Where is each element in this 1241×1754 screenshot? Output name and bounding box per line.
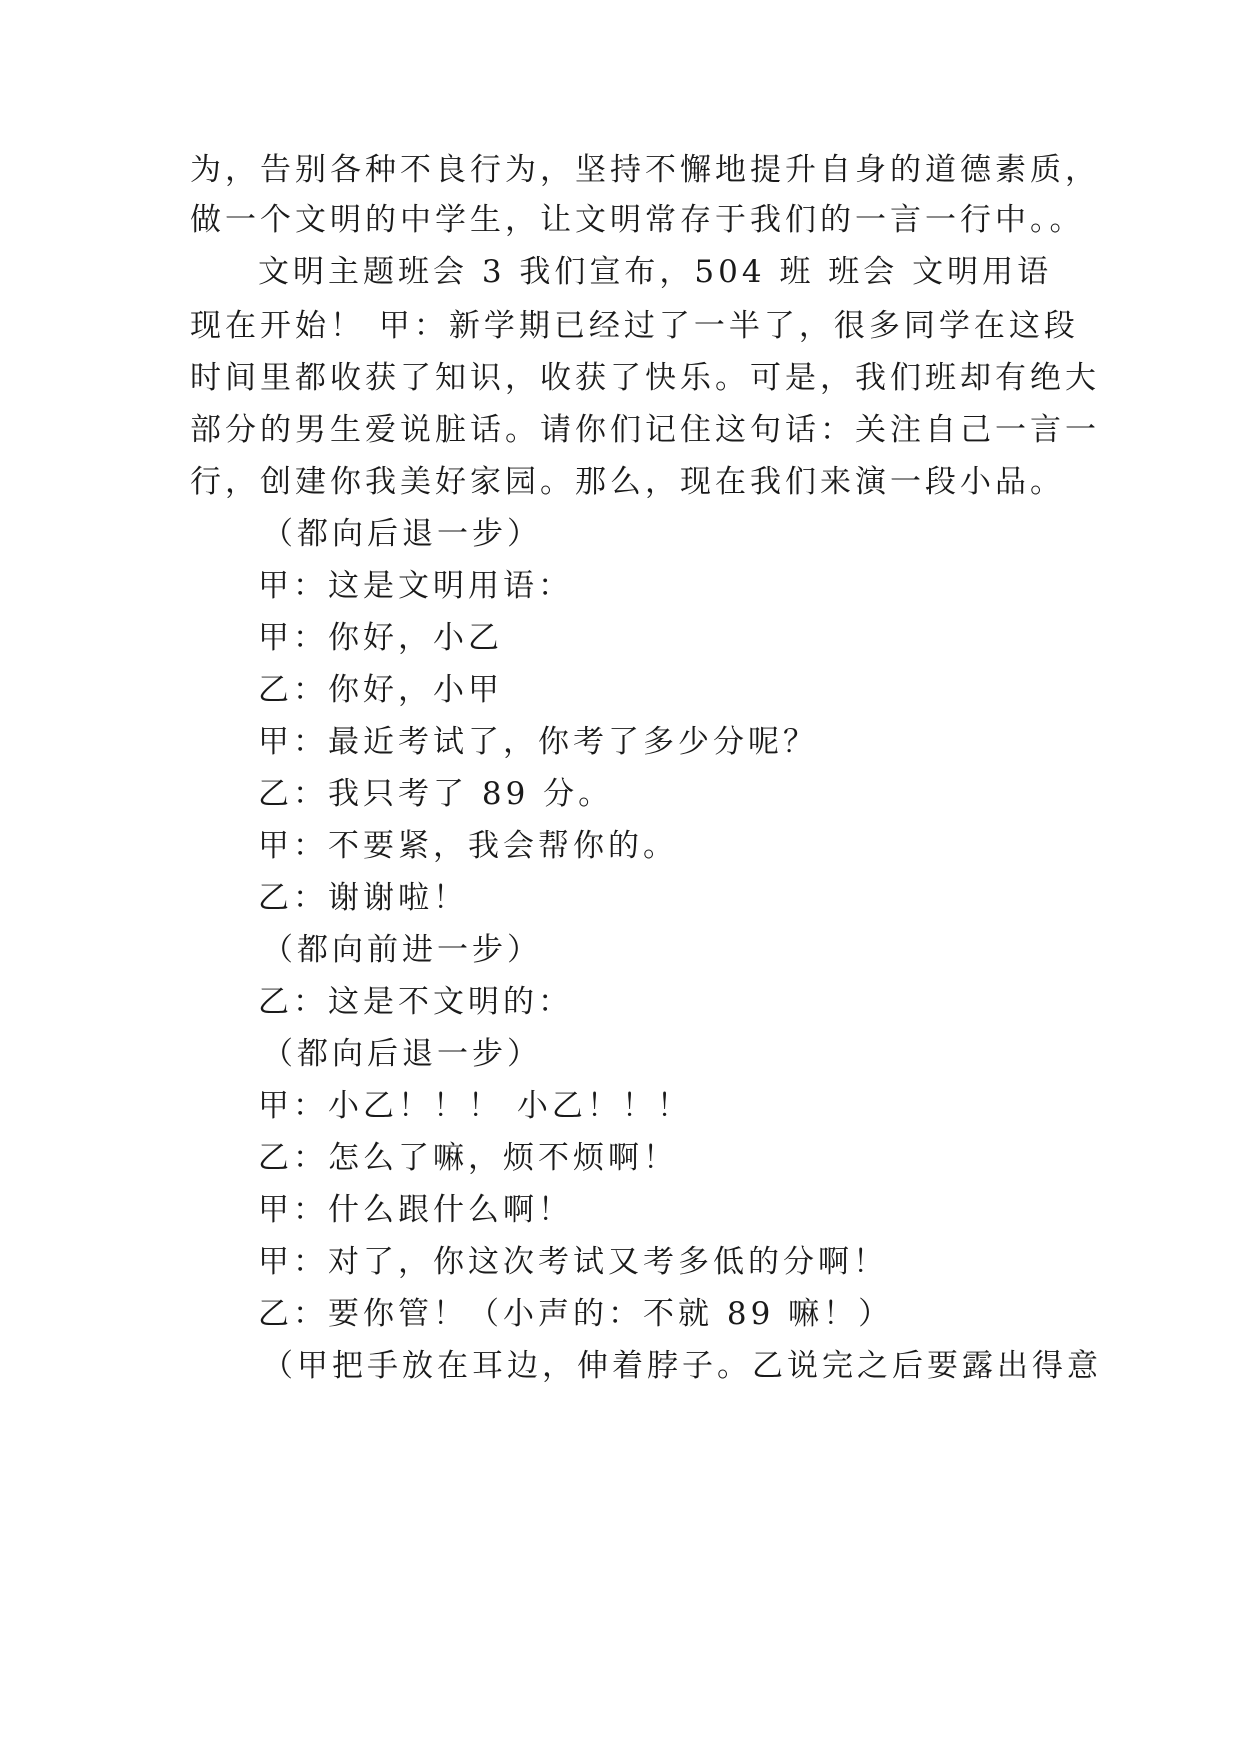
dialogue-line: 甲：对了，你这次考试又考多低的分啊！ bbox=[258, 1244, 888, 1280]
dialogue-line: 甲：什么跟什么啊！ bbox=[258, 1192, 573, 1228]
stage-direction: （都向前进一步） bbox=[262, 932, 542, 968]
dialogue-line: 甲：最近考试了，你考了多少分呢？ bbox=[258, 724, 818, 760]
dialogue-line: 甲：不要紧，我会帮你的。 bbox=[258, 828, 678, 864]
dialogue-line: 甲：这是文明用语： bbox=[258, 568, 573, 604]
dialogue-line: 甲：你好，小乙 bbox=[258, 620, 503, 656]
dialogue-line: 乙：我只考了 89 分。 bbox=[258, 776, 614, 812]
dialogue-line: 乙：你好，小甲 bbox=[258, 672, 503, 708]
dialogue-line: 乙：谢谢啦！ bbox=[258, 880, 468, 916]
text-line: 为，告别各种不良行为，坚持不懈地提升自身的道德素质， bbox=[190, 152, 1100, 188]
stage-direction: （都向后退一步） bbox=[262, 516, 542, 552]
text-line: 做一个文明的中学生，让文明常存于我们的一言一行中。。 bbox=[190, 202, 1085, 238]
dialogue-line: 乙：怎么了嘛，烦不烦啊！ bbox=[258, 1140, 678, 1176]
text-line: 文明主题班会 3 我们宣布，504 班 班会 文明用语 bbox=[258, 254, 1053, 290]
stage-direction: （都向后退一步） bbox=[262, 1036, 542, 1072]
dialogue-line: 甲：小乙！！！ 小乙！！！ bbox=[258, 1088, 692, 1124]
text-line: 部分的男生爱说脏话。请你们记住这句话：关注自己一言一 bbox=[190, 412, 1100, 448]
dialogue-line: 乙：这是不文明的： bbox=[258, 984, 573, 1020]
text-line: 行，创建你我美好家园。那么，现在我们来演一段小品。 bbox=[190, 464, 1065, 500]
text-line: 时间里都收获了知识，收获了快乐。可是，我们班却有绝大 bbox=[190, 360, 1100, 396]
dialogue-line: 乙：要你管！（小声的：不就 89 嘛！） bbox=[258, 1296, 894, 1332]
text-line: 现在开始！ 甲：新学期已经过了一半了，很多同学在这段 bbox=[190, 308, 1079, 344]
stage-direction: （甲把手放在耳边，伸着脖子。乙说完之后要露出得意 bbox=[262, 1348, 1102, 1384]
